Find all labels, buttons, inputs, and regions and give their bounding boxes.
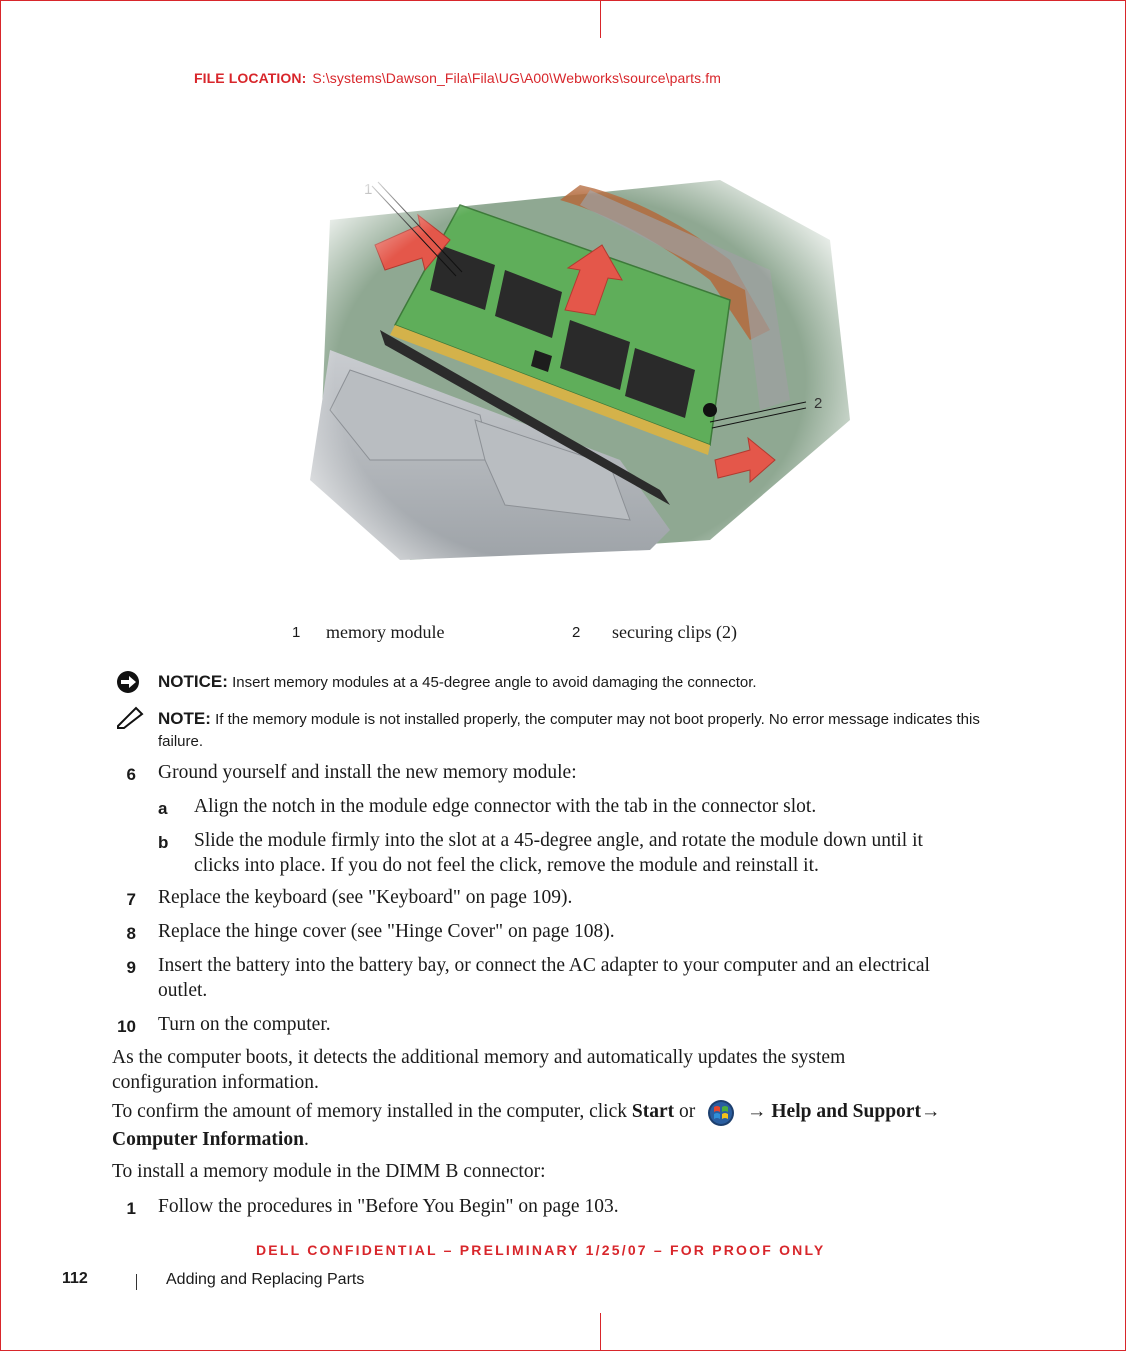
- step-8-text: Replace the hinge cover (see "Hinge Cover" on page 108).: [158, 921, 615, 942]
- step-6-text: Ground yourself and install the new memory module:: [158, 762, 577, 783]
- page-number: 112: [62, 1270, 88, 1287]
- dimm-b-paragraph: To install a memory module in the DIMM B connector:: [112, 1161, 546, 1182]
- confirm-prefix: To confirm the amount of memory installed in the computer, click: [112, 1101, 632, 1122]
- step-10-text: Turn on the computer.: [158, 1014, 331, 1035]
- step-6a-letter: a: [158, 799, 168, 818]
- step-6b-line-1: Slide the module firmly into the slot at a 45-degree angle, and rotate the module down until it: [194, 830, 923, 851]
- boot-paragraph-line-1: As the computer boots, it detects the additional memory and automatically updates the system: [112, 1047, 846, 1068]
- notice-body: [158, 672, 757, 692]
- file-location-label: FILE LOCATION:: [194, 70, 307, 86]
- step-6-number: 6: [126, 765, 136, 784]
- step-9-line-2: outlet.: [158, 980, 208, 1001]
- legend-text-2: securing clips (2): [612, 622, 737, 642]
- footer-separator: [136, 1274, 137, 1290]
- memory-module-illustration: [290, 160, 850, 600]
- notice-icon: [116, 670, 144, 698]
- confidential-footer: DELL CONFIDENTIAL – PRELIMINARY 1/25/07 – FOR PROOF ONLY: [256, 1242, 826, 1258]
- step-10-number: 10: [117, 1017, 136, 1036]
- windows-start-icon: [704, 1099, 738, 1127]
- confirm-period: .: [303, 1129, 309, 1150]
- legend-number-2: 2: [572, 624, 581, 641]
- note-body: [158, 708, 1008, 753]
- file-location-path: S:\systems\Dawson_Fila\Fila\UG\A00\Webworks\source\parts.fm: [312, 70, 722, 86]
- step-6b-letter: b: [158, 833, 169, 852]
- confirm-or: or: [674, 1101, 701, 1122]
- confirm-arrow-1: →: [742, 1101, 772, 1122]
- legend-number-1: 1: [292, 624, 301, 641]
- vignette: [290, 160, 850, 600]
- start-menu-label: Start: [631, 1101, 675, 1122]
- step-8-number: 8: [126, 924, 136, 943]
- help-and-support-label: Help and Support: [771, 1101, 921, 1122]
- note-text: If the memory module is not installed properly, the computer may not boot properly. No error message indicates this failure.: [158, 711, 980, 750]
- pencil-note-icon: [116, 706, 144, 734]
- step-7-text: Replace the keyboard (see "Keyboard" on page 109).: [158, 887, 573, 908]
- legend-text-1: memory module: [326, 622, 445, 642]
- step-9: [106, 953, 1016, 1005]
- step-7-number: 7: [126, 890, 136, 909]
- step-1-number: 1: [126, 1199, 136, 1218]
- notice-lead: NOTICE:: [158, 672, 228, 691]
- boot-paragraph: [112, 1045, 1012, 1095]
- memory-module-diagram: [290, 160, 850, 600]
- boot-paragraph-line-2: configuration information.: [112, 1072, 319, 1093]
- step-6b-line-2: clicks into place. If you do not feel the click, remove the module and reinstall it.: [194, 855, 819, 876]
- step-9-line-1: Insert the battery into the battery bay, or connect the AC adapter to your computer and an electrical: [158, 955, 930, 976]
- step-6a-text: Align the notch in the module edge connector with the tab in the connector slot.: [194, 796, 817, 817]
- note-lead: NOTE:: [158, 709, 211, 728]
- crop-mark-top: [600, 0, 601, 38]
- step-6b: [158, 828, 1018, 880]
- step-1-text: Follow the procedures in "Before You Begin" on page 103.: [158, 1196, 619, 1217]
- computer-information-label: Computer Information: [112, 1129, 304, 1150]
- confirm-paragraph: [112, 1097, 1012, 1152]
- crop-mark-bottom: [600, 1313, 601, 1351]
- step-9-number: 9: [126, 958, 136, 977]
- confirm-arrow-2: →: [920, 1101, 941, 1122]
- notice-text: Insert memory modules at a 45-degree angle to avoid damaging the connector.: [232, 674, 757, 691]
- file-location-header: [194, 70, 721, 86]
- footer-section-title: Adding and Replacing Parts: [166, 1271, 365, 1288]
